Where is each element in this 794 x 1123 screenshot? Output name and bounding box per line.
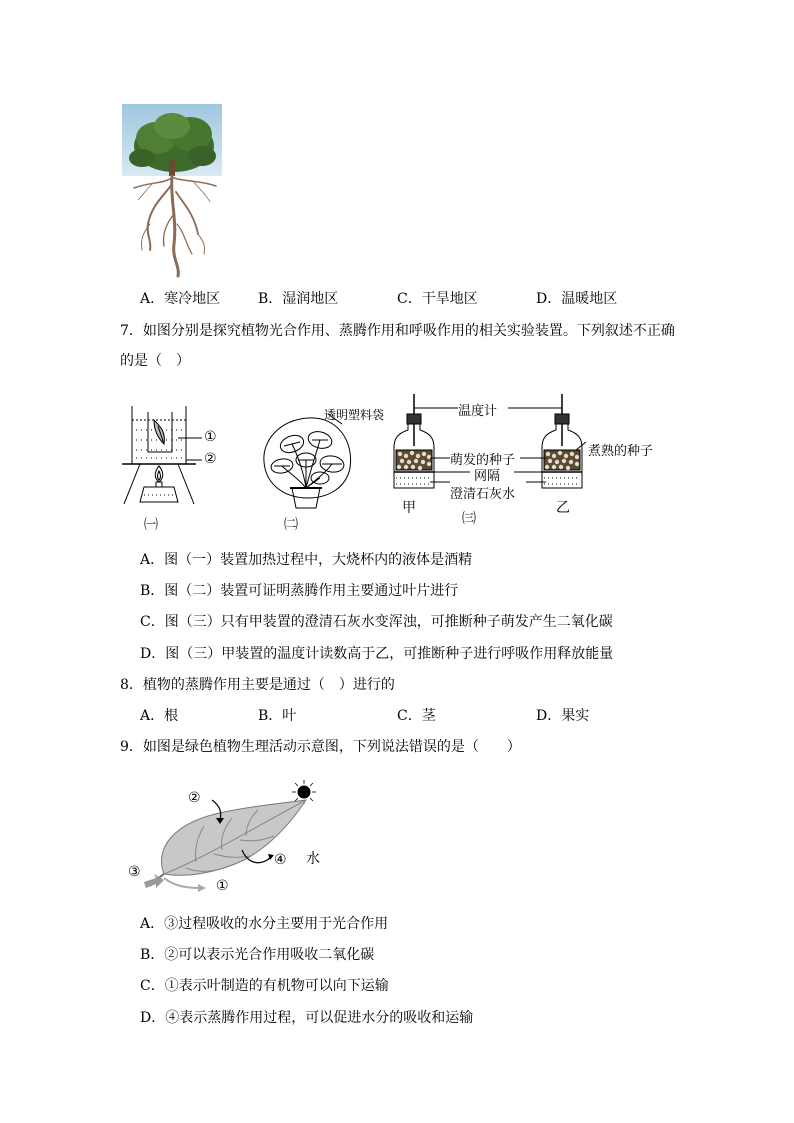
q9-mark-1: ① xyxy=(216,878,229,894)
q9-leaf-figure xyxy=(124,778,334,898)
q9-stem: 9．如图是绿色植物生理活动示意图，下列说法错误的是（ ） xyxy=(120,739,521,755)
q8-option-b: B．叶 xyxy=(258,708,297,724)
q9-option-b: B．②可以表示光合作用吸收二氧化碳 xyxy=(140,947,375,963)
q7-figure-2 xyxy=(258,404,390,534)
q7-fig3-cooked-seeds: 煮熟的种子 xyxy=(588,444,654,459)
q8-option-a: A．根 xyxy=(140,708,179,724)
q7-option-a: A．图（一）装置加热过程中，大烧杯内的液体是酒精 xyxy=(140,552,473,568)
q7-fig1-mark2: ② xyxy=(204,451,217,467)
q7-figure-3 xyxy=(390,390,670,530)
q7-option-b: B．图（二）装置可证明蒸腾作用主要通过叶片进行 xyxy=(140,583,459,599)
q7-stem-line2: 的是（ ） xyxy=(120,353,190,369)
q7-fig1-caption: ㈠ xyxy=(144,517,158,533)
q6-option-a: A．寒冷地区 xyxy=(140,291,221,307)
q9-water-label: 水 xyxy=(306,851,320,867)
q7-fig1-mark1: ① xyxy=(204,429,217,445)
tree-image xyxy=(122,104,224,278)
q7-fig3-jia: 甲 xyxy=(402,500,416,516)
q7-fig2-caption: ㈡ xyxy=(284,517,298,533)
q6-option-b: B．湿润地区 xyxy=(258,291,339,307)
q7-fig3-germinating-seeds: 萌发的种子 xyxy=(450,453,516,468)
q9-mark-2: ② xyxy=(188,790,201,806)
q7-stem-line1: 7．如图分别是探究植物光合作用、蒸腾作用和呼吸作用的相关实验装置。下列叙述不正确 xyxy=(120,323,675,339)
q7-fig3-caption: ㈢ xyxy=(462,511,476,527)
q9-option-a: A．③过程吸收的水分主要用于光合作用 xyxy=(140,916,389,932)
q7-fig3-thermometer: 温度计 xyxy=(458,404,498,419)
q7-fig3-yi: 乙 xyxy=(556,500,570,516)
q6-option-d: D．温暖地区 xyxy=(536,291,618,307)
q7-option-d: D．图（三）甲装置的温度计读数高于乙，可推断种子进行呼吸作用释放能量 xyxy=(140,646,614,662)
q7-fig2-bag-label: 透明塑料袋 xyxy=(324,408,385,422)
q6-option-c: C．干旱地区 xyxy=(397,291,478,307)
q8-option-c: C．茎 xyxy=(397,708,436,724)
q7-fig3-limewater: 澄清石灰水 xyxy=(450,487,516,502)
q7-option-c: C．图（三）只有甲装置的澄清石灰水变浑浊，可推断种子萌发产生二氧化碳 xyxy=(140,614,613,630)
q9-option-c: C．①表示叶制造的有机物可以向下运输 xyxy=(140,978,389,994)
q8-option-d: D．果实 xyxy=(536,708,590,724)
q8-stem: 8．植物的蒸腾作用主要是通过（ ）进行的 xyxy=(120,677,395,693)
q7-figure-1 xyxy=(118,398,236,536)
q9-mark-3: ③ xyxy=(128,864,141,880)
q9-mark-4: ④ xyxy=(274,852,287,868)
q7-fig3-mesh: 网隔 xyxy=(474,469,501,484)
q9-option-d: D．④表示蒸腾作用过程，可以促进水分的吸收和运输 xyxy=(140,1010,474,1026)
